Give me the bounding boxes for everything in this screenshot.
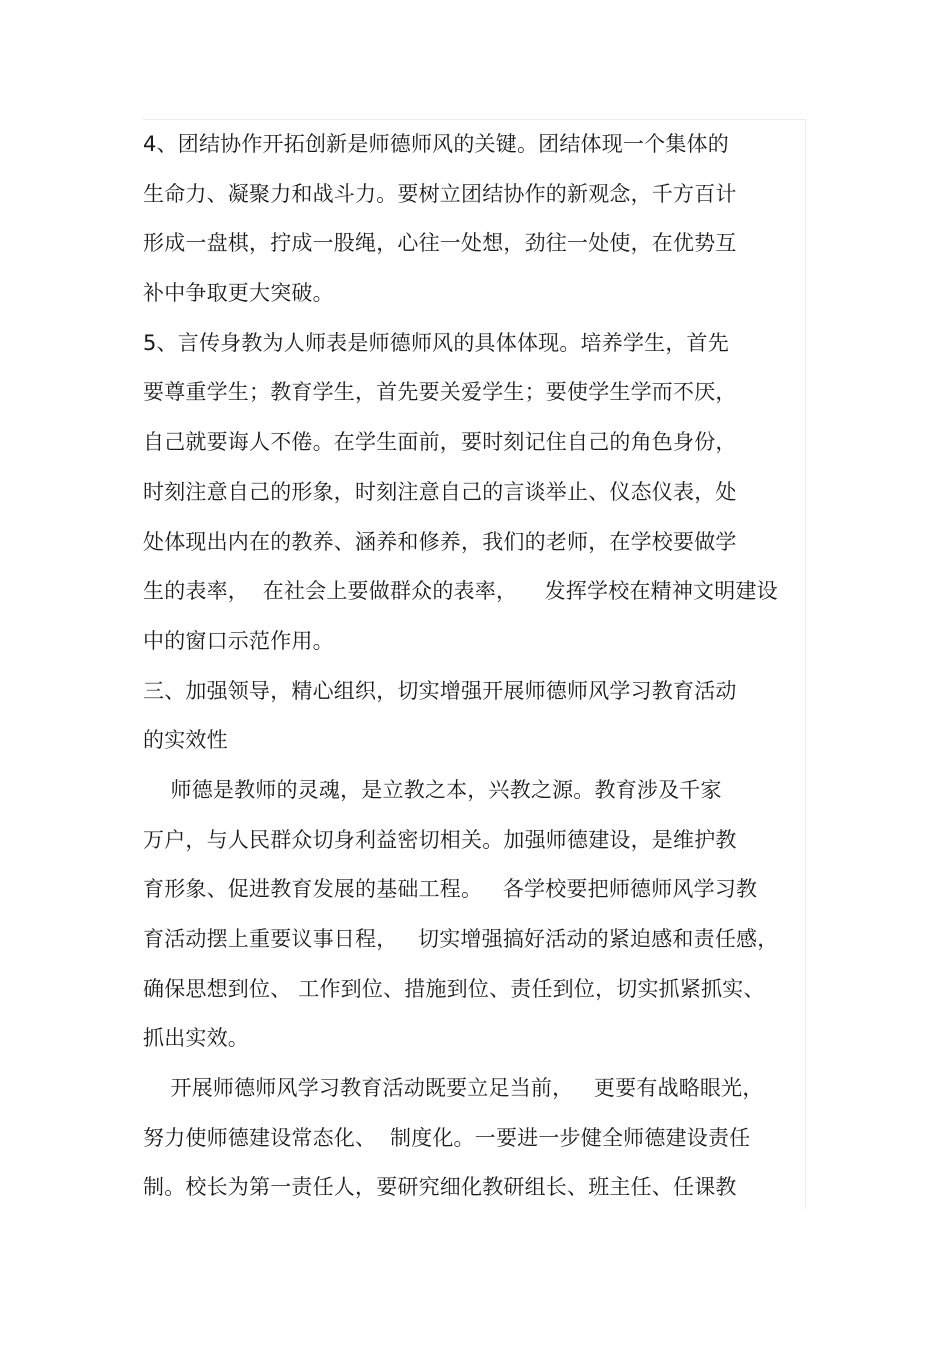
text-line: 开展师德师风学习教育活动既要立足当前， 更要有战略眼光，	[143, 1076, 764, 1101]
section-heading-line: 三、加强领导，精心组织，切实增强开展师德师风学习教育活动	[143, 678, 737, 703]
text-line: 要尊重学生；教育学生，首先要关爱学生；要使学生学而不厌，	[143, 380, 737, 405]
text-line: 万户，与人民群众切身利益密切相关。加强师德建设，是维护教	[143, 827, 737, 852]
text-line: 确保思想到位、 工作到位、措施到位、责任到位，切实抓紧抓实、	[143, 976, 765, 1001]
text-line: 育形象、促进教育发展的基础工程。 各学校要把师德师风学习教	[143, 877, 758, 902]
text-line: 努力使师德建设常态化、 制度化。一要进一步健全师德建设责任	[143, 1125, 751, 1150]
document-body	[143, 120, 823, 1213]
text-line: 中的窗口示范作用。	[143, 628, 334, 653]
text-line: 形成一盘棋，拧成一股绳，心往一处想，劲往一处使，在优势互	[143, 231, 737, 256]
text-line: 自己就要诲人不倦。在学生面前，要时刻记住自己的角色身份，	[143, 430, 737, 455]
text-line: 4、团结协作开拓创新是师德师风的关键。团结体现一个集体的	[143, 132, 729, 156]
text-line: 育活动摆上重要议事日程， 切实增强搞好活动的紧迫感和责任感，	[143, 927, 779, 951]
section-heading-line: 的实效性	[143, 728, 228, 753]
text-line: 抓出实效。	[143, 1026, 249, 1051]
text-line: 师德是教师的灵魂，是立教之本，兴教之源。教育涉及千家	[143, 777, 722, 802]
text-line: 补中争取更大突破。	[143, 281, 334, 306]
text-line: 制。校长为第一责任人，要研究细化教研组长、班主任、任课教	[143, 1175, 737, 1200]
text-line: 处体现出内在的教养、涵养和修养，我们的老师，在学校要做学	[143, 529, 737, 554]
text-line: 生命力、凝聚力和战斗力。要树立团结协作的新观念，千方百计	[143, 181, 737, 206]
text-line: 生的表率， 在社会上要做群众的表率， 发挥学校在精神文明建设	[143, 579, 778, 604]
text-line: 时刻注意自己的形象，时刻注意自己的言谈举止、仪态仪表，处	[143, 479, 737, 504]
text-line: 5、言传身教为人师表是师德师风的具体体现。培养学生，首先	[143, 330, 729, 355]
